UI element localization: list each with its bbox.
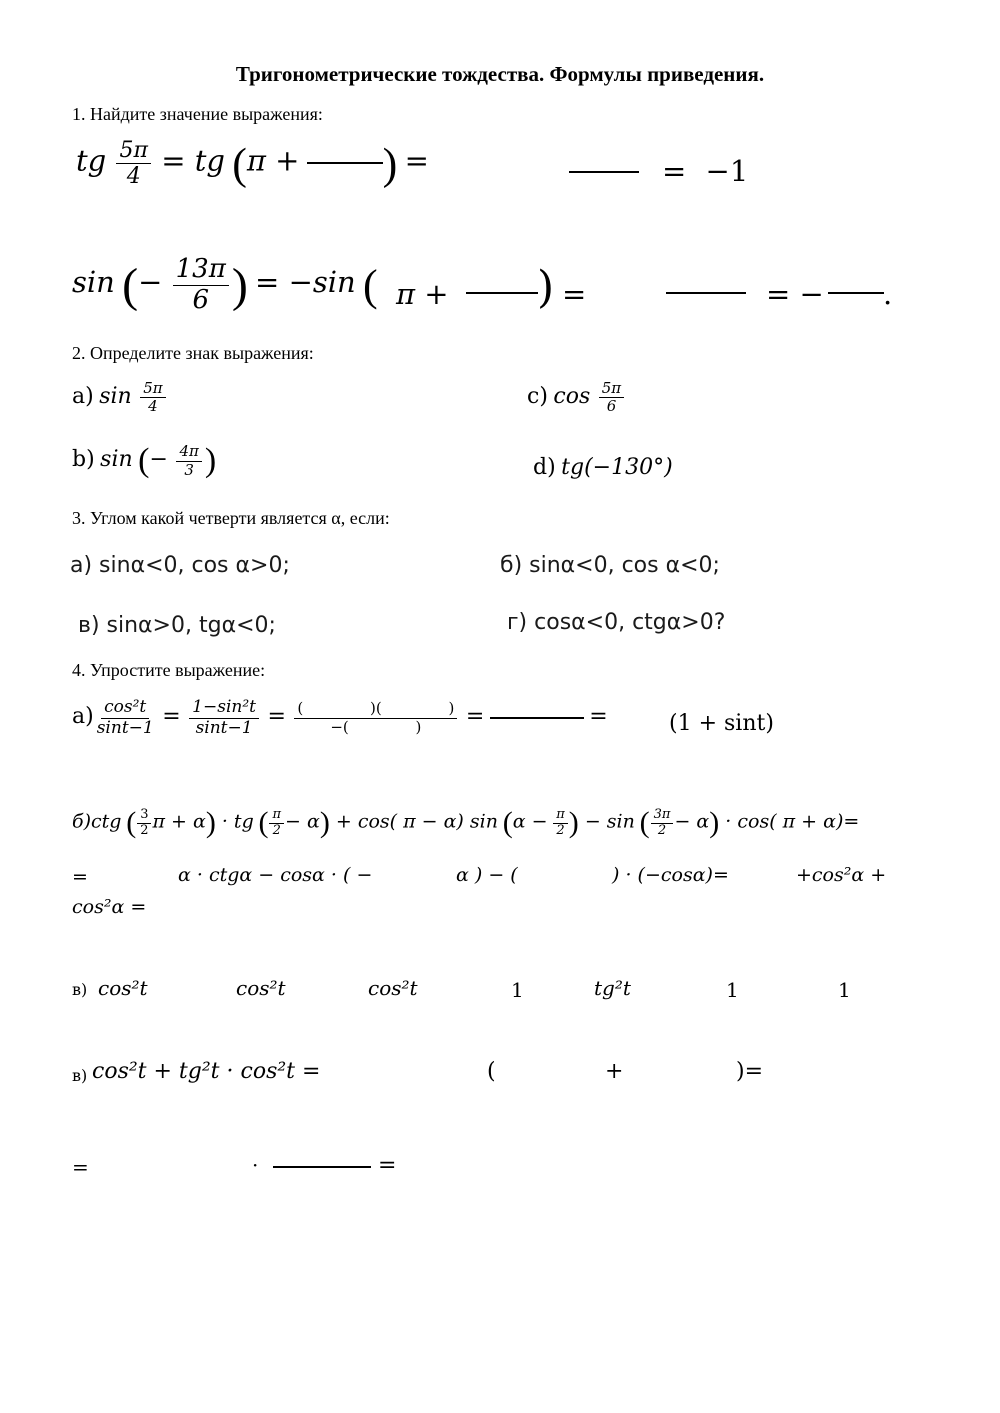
task4-item-a: [72, 698, 608, 738]
ctg-func: б)ctg: [72, 810, 122, 833]
frac-num: 13π: [173, 255, 229, 286]
frac-num: π: [269, 808, 284, 824]
plus-sign: +: [605, 1059, 624, 1084]
answer-blank[interactable]: [307, 162, 383, 164]
fraction: [599, 380, 624, 416]
open-paren: (: [362, 260, 378, 310]
answer-blank[interactable]: [490, 717, 584, 719]
equals-sign: =: [162, 704, 181, 730]
task1-heading: 1. Найдите значение выражения:: [72, 104, 323, 124]
equals-sign: =: [562, 277, 587, 311]
item-label: c): [527, 383, 548, 409]
frac-num: 3: [137, 808, 151, 824]
cos-func: cos: [553, 383, 591, 409]
fraction-5pi-4: [116, 138, 150, 190]
task3-item-g: г) cosα<0, ctgα>0?: [507, 610, 726, 635]
frac-den: 2: [556, 822, 565, 838]
expression: tg(−130°): [561, 455, 673, 480]
task2-item-a: [72, 380, 169, 416]
task2-item-d: [533, 454, 673, 480]
close-paren: ): [382, 139, 398, 189]
fraction: [176, 443, 201, 479]
close-paren: ): [319, 806, 330, 839]
frac-den: sint−1: [96, 717, 154, 738]
expression: cos²t + tg²t · cos²t =: [92, 1059, 321, 1084]
expr-part: cos²α =: [72, 896, 147, 918]
term: cos²t: [98, 976, 148, 1000]
close-paren: ): [568, 806, 579, 839]
sin-func: sin: [72, 265, 115, 300]
frac-num: 5π: [116, 138, 150, 164]
equals-sign: =: [378, 1153, 397, 1178]
frac-num: 5π: [599, 380, 624, 398]
frac-den: 2: [140, 822, 149, 838]
answer-blank[interactable]: [666, 292, 746, 294]
fraction: [269, 808, 284, 839]
term: tg²t: [594, 976, 631, 1000]
frac-den: 2: [272, 822, 281, 838]
expr-part: +cos²α +: [796, 864, 887, 886]
sin-func: sin: [99, 383, 132, 409]
open-paren: (: [502, 806, 513, 839]
result-value: −1: [705, 154, 749, 188]
line1-result: [662, 154, 748, 188]
frac-num: 4π: [176, 443, 201, 461]
item-label: b): [72, 447, 95, 473]
expr-part: α −: [512, 810, 548, 833]
fraction: [553, 808, 568, 839]
frac-den: 6: [192, 284, 209, 315]
open-paren: (: [258, 806, 269, 839]
fraction: [189, 698, 259, 738]
expr-part: ) · (−cosα)=: [612, 864, 729, 886]
equals-sign: =: [662, 154, 687, 188]
task3-heading: 3. Углом какой четверти является α, если:: [72, 508, 390, 528]
task3-item-v: в) sinα>0, tgα<0;: [78, 613, 276, 638]
task1-line2: [72, 255, 378, 316]
close-paren: ): [709, 806, 720, 839]
dot-sign: ·: [252, 1153, 259, 1177]
item-label: в): [72, 980, 88, 999]
equals-sign: =: [72, 1155, 89, 1179]
open-paren: (: [126, 806, 137, 839]
tg-func: tg: [76, 143, 107, 178]
answer-blank[interactable]: [466, 292, 538, 294]
eq-minus: = −: [766, 277, 824, 311]
frac-num: π: [553, 808, 568, 824]
frac-num: 5π: [140, 380, 165, 398]
term: 1: [838, 978, 851, 1002]
frac-den: 3: [184, 460, 194, 479]
item-label: a): [72, 383, 94, 409]
eq-tg: = tg: [161, 143, 225, 178]
fraction-13pi-6: [173, 255, 229, 316]
equals-sign: =: [72, 866, 88, 888]
fraction: [651, 808, 674, 839]
eq-minus-sin: = −sin: [255, 265, 356, 300]
open-paren: (: [122, 258, 139, 312]
task3-item-a: а) sinα<0, cos α>0;: [70, 553, 290, 578]
sin-func: sin: [100, 447, 133, 473]
expr-part: α ) − (: [456, 864, 518, 886]
term: cos²t: [236, 976, 286, 1000]
task4-heading: 4. Упростите выражение:: [72, 660, 266, 680]
frac-num: cos²t: [101, 698, 149, 719]
close-paren-eq: )=: [736, 1059, 764, 1084]
fraction: [140, 380, 165, 416]
frac-num: 1−sin²t: [189, 698, 259, 719]
term: 1: [511, 978, 524, 1002]
fraction-blank[interactable]: [294, 700, 457, 736]
equals-sign: =: [404, 143, 429, 178]
open-paren: (: [487, 1059, 496, 1084]
frac-den: 2: [657, 822, 667, 838]
page-title: Тригонометрические тождества. Формулы приведения.: [235, 62, 765, 86]
open-paren: (: [639, 806, 650, 839]
equals-sign: =: [589, 704, 608, 730]
minus-sign: −: [138, 265, 163, 300]
expr-part: π + α: [152, 810, 206, 833]
frac-den: 4: [148, 397, 158, 416]
frac-den: 6: [606, 397, 617, 416]
term: 1: [726, 978, 739, 1002]
close-paren: ): [537, 262, 555, 313]
period: .: [883, 277, 893, 311]
expr-part: · cos( π + α)=: [719, 810, 860, 833]
item-label: а): [72, 704, 94, 730]
expr-part: + cos( π − α) sin: [329, 810, 498, 833]
close-paren: ): [205, 806, 216, 839]
task2-item-c: [527, 380, 627, 416]
term: cos²t: [368, 976, 418, 1000]
fraction: [137, 808, 151, 839]
task2-item-b: [72, 442, 216, 480]
answer-blank[interactable]: [273, 1166, 371, 1168]
sin-func: − sin: [578, 810, 635, 833]
frac-den: −( ): [330, 717, 422, 736]
open-paren: (: [138, 442, 150, 479]
expr-part: − α: [674, 810, 710, 833]
minus-sign: −: [149, 447, 168, 473]
item-label: в): [72, 1066, 88, 1085]
answer-blank[interactable]: [569, 171, 639, 173]
tg-func: · tg: [215, 810, 254, 833]
pi-plus: π +: [396, 277, 449, 311]
open-paren: (: [232, 139, 247, 189]
frac-num: ( )( ): [294, 700, 457, 718]
equals-sign: =: [267, 704, 286, 730]
answer-blank[interactable]: [828, 292, 884, 294]
task4-item-b-line1: [72, 806, 859, 840]
task1-line1: [76, 138, 429, 190]
pi-plus: π +: [246, 143, 300, 178]
close-paren: ): [231, 258, 248, 312]
expr-part: − α: [285, 810, 320, 833]
task3-item-b: б) sinα<0, cos α<0;: [500, 553, 720, 578]
close-paren: ): [204, 442, 217, 479]
frac-num: 3π: [651, 808, 674, 824]
item-label: d): [533, 455, 556, 480]
equals-sign: =: [465, 704, 485, 730]
frac-den: 4: [126, 164, 141, 190]
fraction: [94, 698, 157, 738]
result-value: (1 + sint): [669, 711, 774, 736]
task2-heading: 2. Определите знак выражения:: [72, 343, 314, 363]
frac-den: sint−1: [195, 717, 253, 738]
expr-part: α · ctgα − cosα · ( −: [178, 864, 373, 886]
